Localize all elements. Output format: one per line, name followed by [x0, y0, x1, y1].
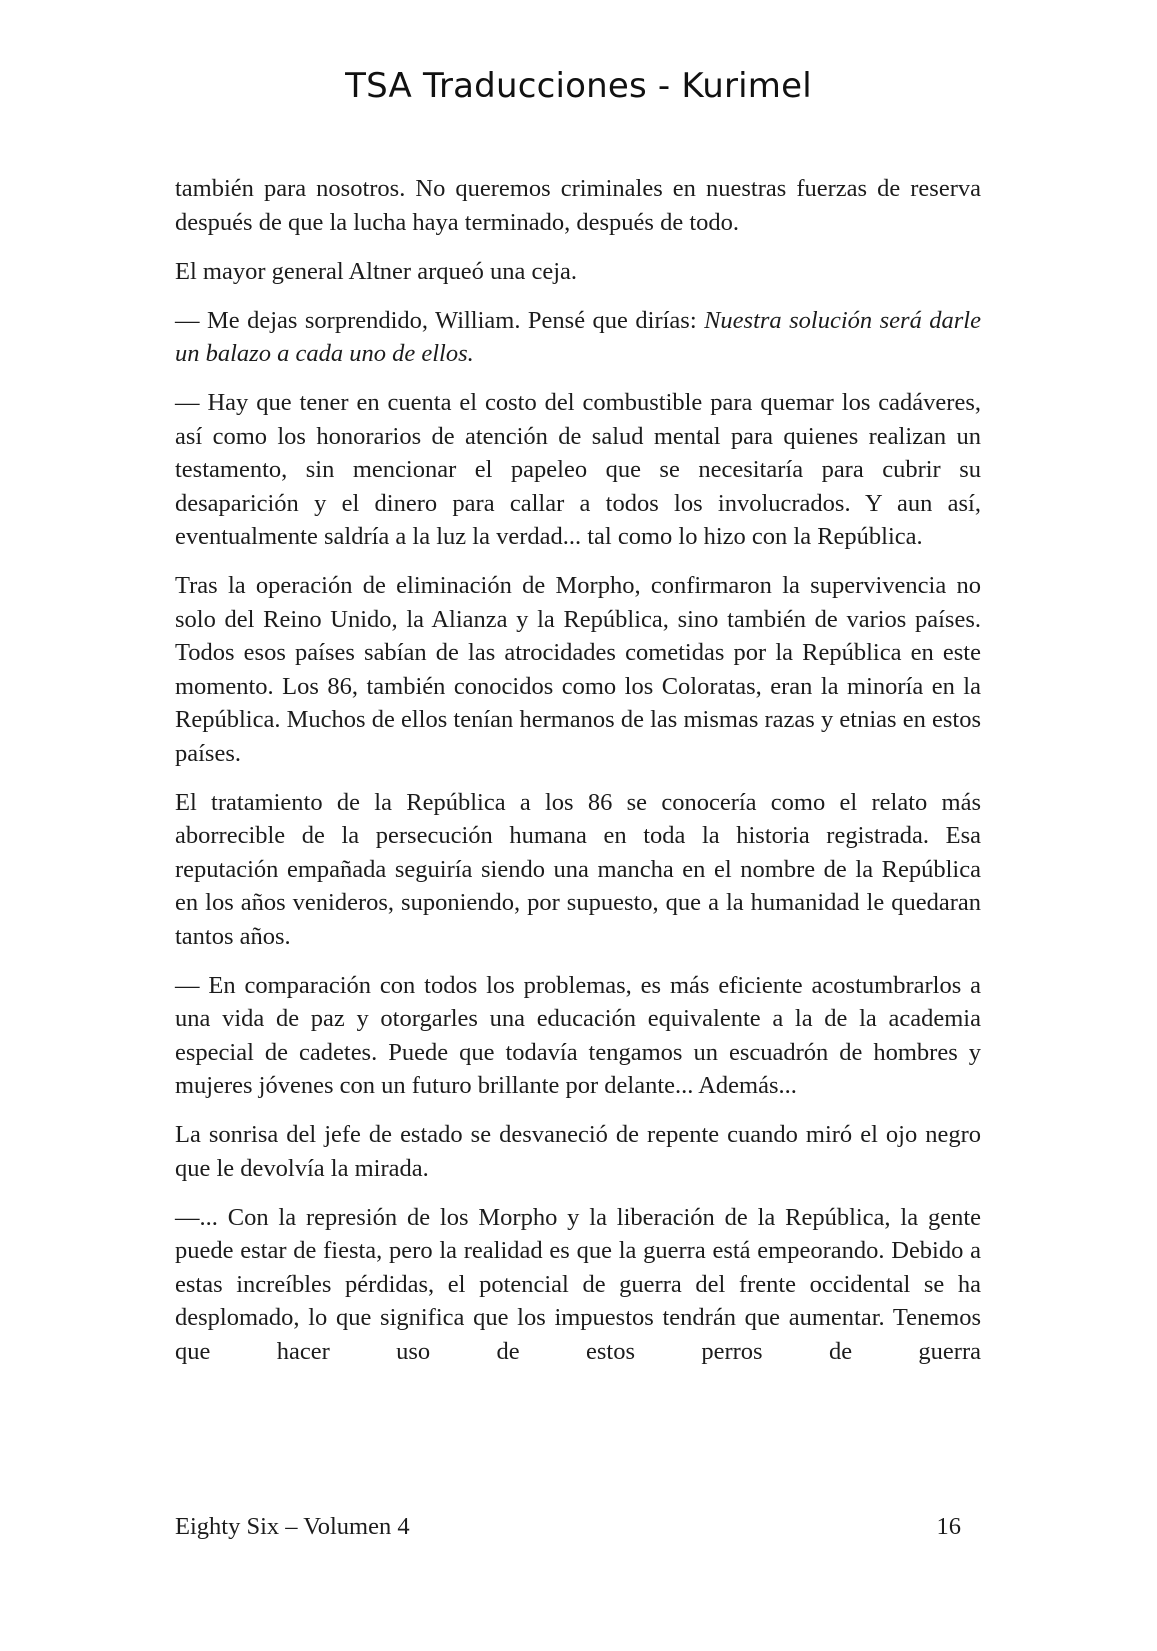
paragraph: [175, 969, 981, 1103]
text-segment: — Me dejas sorprendido, William. Pensé que dirías:: [175, 306, 705, 334]
body-text: [175, 172, 981, 1384]
page-number: 16: [936, 1513, 961, 1540]
paragraph: [175, 1118, 981, 1185]
paragraph: [175, 255, 981, 289]
text-segment: Tras la operación de eliminación de Morpho, confirmaron la supervivencia no solo del Reino Unido, la Alianza y la República, sino también de varios países. Todos esos países sabían de las atrocidades cometidas por la República en este momento. Los 86, también conocidos como los Coloratas, eran la minoría en la República. Muchos de ellos tenían hermanos de las mismas razas y etnias en estos países.: [175, 572, 981, 767]
paragraph: [175, 1201, 981, 1369]
text-segment: — En comparación con todos los problemas, es más eficiente acostumbrarlos a una vida de paz y otorgarles una educación equivalente a la de la academia especial de cadetes. Puede que todavía tengamos un escuadrón de hombres y mujeres jóvenes con un futuro brillante por delante... Además...: [175, 971, 981, 1099]
page-header: [0, 62, 1157, 110]
text-segment: — Hay que tener en cuenta el costo del combustible para quemar los cadáveres, así como los honorarios de atención de salud mental para quienes realizan un testamento, sin mencionar el papeleo que se necesitaría para cubrir su desaparición y el dinero para callar a todos los involucrados. Y aun así, eventualmente saldría a la luz la verdad... tal como lo hizo con la República.: [175, 389, 981, 550]
text-segment: también para nosotros. No queremos criminales en nuestras fuerzas de reserva después de que la lucha haya terminado, después de todo.: [175, 175, 981, 236]
text-segment: —... Con la represión de los Morpho y la liberación de la República, la gente puede estar de fiesta, pero la realidad es que la guerra está empeorando. Debido a estas increíbles pérdidas, el potencial de guerra del frente occidental se ha desplomado, lo que significa que los impuestos tendrán que aumentar. Tenemos que hacer uso de estos perros de guerra: [175, 1203, 981, 1365]
text-segment: El tratamiento de la República a los 86 se conocería como el relato más aborrecible de la persecución humana en toda la historia registrada. Esa reputación empañada seguiría siendo una mancha en el nombre de la República en los años venideros, suponiendo, por supuesto, que a la humanidad le quedaran tantos años.: [175, 788, 981, 950]
paragraph: [175, 786, 981, 954]
page-header-title: TSA Traducciones - Kurimel: [345, 66, 812, 106]
page-footer: [175, 1510, 961, 1544]
paragraph: [175, 304, 981, 371]
text-segment: La sonrisa del jefe de estado se desvaneció de repente cuando miró el ojo negro que le devolvía la mirada.: [175, 1121, 981, 1182]
italic-text-segment: Nuestra solución será darle un balazo a cada uno de ellos.: [175, 306, 981, 367]
footer-book-title: Eighty Six – Volumen 4: [175, 1513, 410, 1540]
paragraph: [175, 569, 981, 770]
text-segment: El mayor general Altner arqueó una ceja.: [175, 257, 578, 285]
paragraph: [175, 386, 981, 554]
paragraph: [175, 172, 981, 239]
